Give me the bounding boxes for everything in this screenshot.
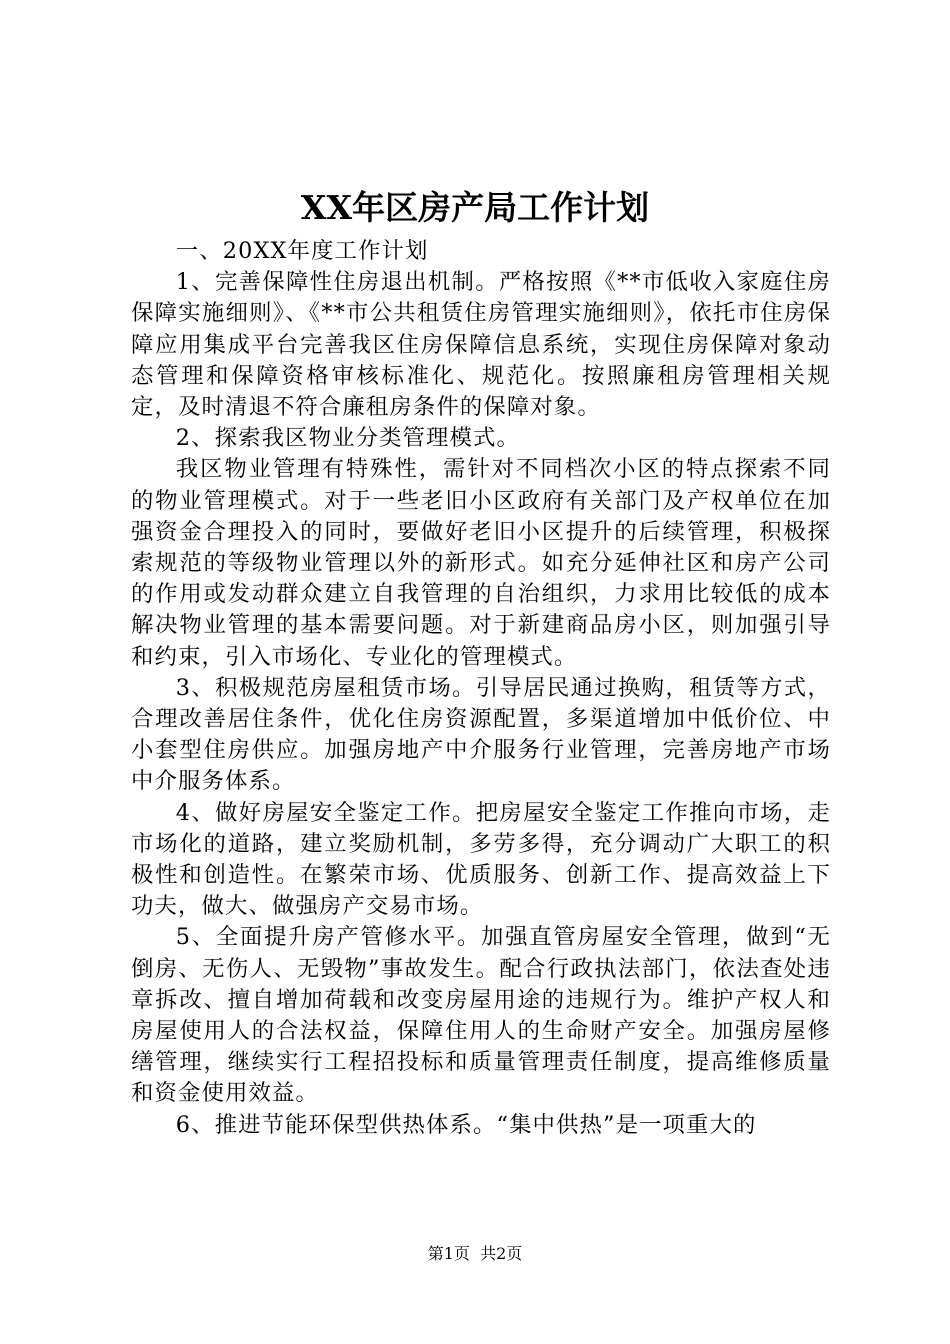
paragraph-item-5: 5、全面提升房产管修水平。加强直管房屋安全管理，做到“无倒房、无伤人、无毁物”事故发生。配合行政执法部门，依法查处违章拆改、擅自增加荷载和改变房屋用途的违规行为。维护产权人和房屋使用人的合法权益，保障住用人的生命财产安全。加强房屋修缮管理，继续实行工程招投标和质量管理责任制度，提高维修质量和资金使用效益。: [131, 924, 831, 1107]
section-heading: 一、20XX年度工作计划: [175, 238, 429, 264]
paragraph-item-2-detail: 我区物业管理有特殊性，需针对不同档次小区的特点探索不同的物业管理模式。对于一些老旧小区政府有关部门及产权单位在加强资金合理投入的同时，要做好老旧小区提升的后续管理，积极探索规范的等级物业管理以外的新形式。如充分延伸社区和房产公司的作用或发动群众建立自我管理的自治组织，力求用比较低的成本解决物业管理的基本需要问题。对于新建商品房小区，则加强引导和约束，引入市场化、专业化的管理模式。: [131, 456, 831, 670]
document-title: XX年区房产局工作计划: [300, 188, 650, 227]
paragraph-item-6: 6、推进节能环保型供热体系。“集中供热”是一项重大的: [175, 1111, 757, 1138]
paragraph-item-4: 4、做好房屋安全鉴定工作。把房屋安全鉴定工作推向市场，走市场化的道路，建立奖励机制，多劳多得，充分调动广大职工的积极性和创造性。在繁荣市场、优质服务、创新工作、提高效益上下功夫，做大、做强房产交易市场。: [131, 799, 831, 920]
paragraph-item-2: 2、探索我区物业分类管理模式。: [175, 425, 521, 452]
page-footer: 第1页 共2页: [427, 1244, 523, 1263]
document-body: [131, 236, 831, 1141]
paragraph-item-3: 3、积极规范房屋租赁市场。引导居民通过换购，租赁等方式，合理改善居住条件，优化住房资源配置，多渠道增加中低价位、中小套型住房供应。加强房地产中介服务行业管理，完善房地产市场中介服务体系。: [131, 674, 831, 795]
paragraph-item-1: 1、完善保障性住房退出机制。严格按照《**市低收入家庭住房保障实施细则》、《**市公共租赁住房管理实施细则》，依托市住房保障应用集成平台完善我区住房保障信息系统，实现住房保障对象动态管理和保障资格审核标准化、规范化。按照廉租房管理相关规定，及时清退不符合廉租房条件的保障对象。: [131, 269, 831, 421]
